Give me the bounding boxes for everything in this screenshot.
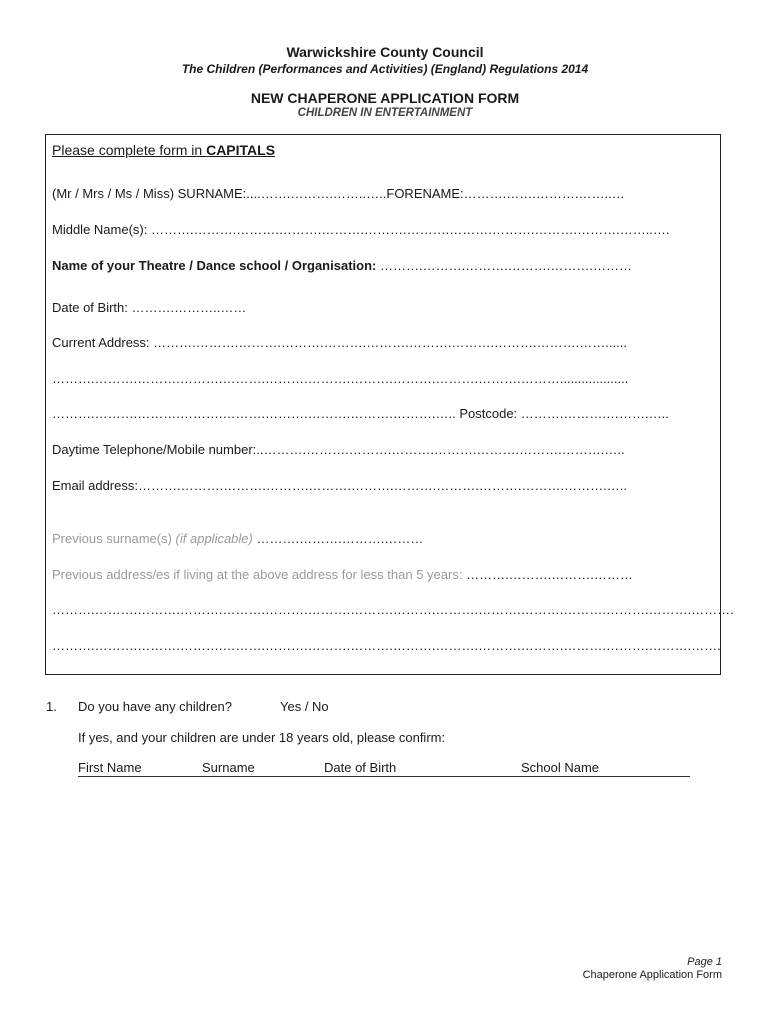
middle-names-field[interactable]: Middle Name(s): ……….……….……….……….……….……….……….……….……….……….……….……..…. <box>52 222 670 237</box>
previous-surname-label: Previous surname(s) <box>52 531 176 546</box>
previous-address-label: Previous address/es if living at the above address for less than 5 years: <box>52 567 467 582</box>
previous-address-line-3[interactable]: ……….……….……….……….……….……….……….……….……….……….……….……….……….……….……….……. <box>52 638 721 653</box>
page-number: Page 1 <box>687 956 722 968</box>
address-postcode-line[interactable] <box>52 406 669 421</box>
previous-surname-dots: ……….……….……….……… <box>252 531 424 546</box>
postcode-field: Postcode: ……….……….……….….. <box>459 406 669 421</box>
instruction-emphasis: CAPITALS <box>206 142 276 158</box>
previous-surname-note: (if applicable) <box>175 531 253 546</box>
council-heading: Warwickshire County Council <box>286 44 484 60</box>
question-1-number: 1. <box>46 699 57 714</box>
yes-no-options[interactable]: Yes / No <box>280 699 329 714</box>
instruction-line <box>52 142 275 158</box>
regulations-heading: The Children (Performances and Activities) (England) Regulations 2014 <box>181 62 589 76</box>
instruction-text: Please complete form in <box>52 142 207 158</box>
previous-address-dots: ……….……….……….……… <box>466 567 633 582</box>
date-of-birth-field[interactable]: Date of Birth: ……….………..…… <box>52 300 247 315</box>
column-date-of-birth: Date of Birth <box>324 760 397 775</box>
column-first-name: First Name <box>78 760 142 775</box>
surname-forename-field[interactable]: (Mr / Mrs / Ms / Miss) SURNAME:....…….……….……..…..FORENAME:……….…….……….……..… <box>52 186 625 201</box>
children-table-header <box>78 760 690 777</box>
column-school-name: School Name <box>521 760 600 775</box>
address-line-2[interactable]: ……….……….……….……….……….……….……….……….……….……….……….………................... <box>52 371 629 386</box>
applicant-details-box <box>45 134 721 675</box>
organisation-field[interactable] <box>52 258 632 273</box>
footer-form-name: Chaperone Application Form <box>582 969 722 981</box>
form-title: NEW CHAPERONE APPLICATION FORM <box>250 90 520 106</box>
telephone-field[interactable]: Daytime Telephone/Mobile number:..……….……….……….……….……….……….……….……….….. <box>52 442 625 457</box>
previous-address-line-2[interactable]: ……….……….……….……….……….……….……….……….……….……….……….……….……….……….……….………. <box>52 602 734 617</box>
column-surname: Surname <box>202 760 255 775</box>
email-field[interactable]: Email address:……….……….……….……….……….……….……….……….……….……….……….….. <box>52 478 627 493</box>
organisation-dots: ……….……….……….……….……….……… <box>376 258 633 273</box>
question-1-followup: If yes, and your children are under 18 years old, please confirm: <box>78 730 446 745</box>
previous-address-field[interactable] <box>52 567 633 582</box>
current-address-field[interactable]: Current Address: ……….……….……….……….……….……….……….……….……….……….……...... <box>52 335 627 350</box>
question-1-text: Do you have any children? <box>78 699 232 714</box>
previous-surname-field[interactable] <box>52 531 423 546</box>
organisation-label: Name of your Theatre / Dance school / Organisation: <box>52 258 377 273</box>
address-line-3: ……….……….……….……….……….……….……….……….……….….. <box>52 406 460 421</box>
form-subtitle: CHILDREN IN ENTERTAINMENT <box>297 107 473 119</box>
